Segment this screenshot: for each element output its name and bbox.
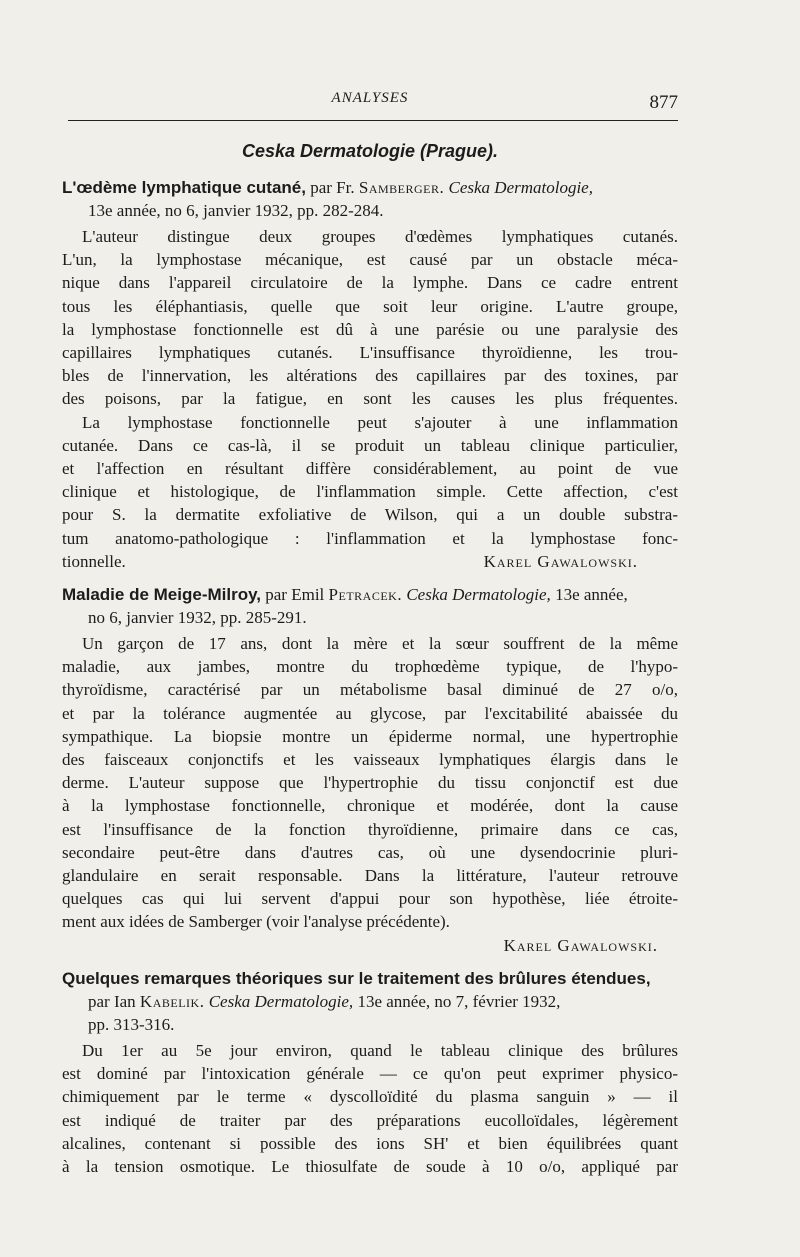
text-line: Du 1er au 5e jour environ, quand le tableau clinique des brûlures bbox=[82, 1040, 678, 1060]
text-line: bles de l'innervation, les altérations des capillaires par des toxines, par bbox=[62, 366, 678, 386]
text-line: secondaire peut-être dans d'autres cas, où une dysendocrinie pluri- bbox=[62, 842, 678, 862]
article-1-citation: 13e année, no 6, janvier 1932, pp. 282-284. bbox=[88, 201, 384, 220]
article-3-byline bbox=[62, 990, 678, 1013]
text-line: et l'affection en résultant diffère considérablement, au point de vue bbox=[62, 459, 678, 479]
article-2-signature: Karel Gawalowski. bbox=[503, 935, 658, 955]
article-2-header bbox=[62, 583, 678, 629]
article-2-journal: Ceska Dermatologie, bbox=[406, 585, 551, 605]
text-line: alcalines, contenant si possible des ions SH' et bien équilibrées quant bbox=[62, 1133, 678, 1153]
text-line: quelques cas qui lui servent d'appui pour son hypothèse, liée étroite- bbox=[62, 889, 678, 909]
text-line: chimiquement par le terme « dyscolloïdité du plasma sanguin » — il bbox=[62, 1087, 678, 1107]
article-3-journal: Ceska Dermatologie, bbox=[208, 991, 354, 1011]
text-line: glandulaire en serait responsable. Dans la littérature, l'auteur retrouve bbox=[62, 866, 678, 886]
article-1-title: L'œdème lymphatique cutané, bbox=[62, 178, 306, 197]
text-line: et par la tolérance augmentée au glycose, par l'excitabilité abaissée du bbox=[62, 703, 678, 723]
text-line: la lymphostase fonctionnelle est dû à une parésie ou une paralysie des bbox=[62, 319, 678, 339]
text-line: est l'insuffisance de la fonction thyroïdienne, primaire dans ce cas, bbox=[62, 819, 678, 839]
article-1-header bbox=[62, 176, 678, 222]
text-line: des poisons, par la fatigue, en sont les causes les plus fréquentes. bbox=[62, 389, 678, 409]
text-line: derme. L'auteur suppose que l'hypertrophie du tissu conjonctif est due bbox=[62, 773, 678, 793]
text-line: tous les éléphantiasis, quelle que soit leur origine. L'autre groupe, bbox=[62, 296, 678, 316]
article-3 bbox=[62, 967, 678, 1178]
text-line: des faisceaux conjonctifs et les vaisseaux lymphatiques élargis dans le bbox=[62, 750, 678, 770]
page-number: 877 bbox=[649, 92, 678, 113]
article-3-body bbox=[62, 1039, 678, 1178]
article-2 bbox=[62, 583, 678, 957]
header-rule bbox=[68, 120, 678, 121]
article-1-body bbox=[62, 225, 678, 573]
text-line: pour S. la dermatite exfoliative de Wilson, qui a un double substra- bbox=[62, 505, 678, 525]
article-1-author: Samberger. bbox=[358, 178, 445, 197]
text-line: La lymphostase fonctionnelle peut s'ajouter à une inflammation bbox=[82, 412, 678, 432]
text-line: L'un, la lymphostase mécanique, est causé par un obstacle méca- bbox=[62, 250, 678, 270]
running-title: ANALYSES bbox=[331, 90, 409, 106]
page bbox=[62, 88, 678, 1188]
text-line: L'auteur distingue deux groupes d'œdèmes lymphatiques cutanés. bbox=[82, 227, 678, 246]
article-3-author: Kabelik. bbox=[139, 991, 205, 1011]
text-line: maladie, aux jambes, montre du trophœdème typique, de l'hypo- bbox=[62, 657, 678, 677]
text-line: à la tension osmotique. Le thiosulfate de soude à 10 o/o, appliqué par bbox=[62, 1156, 678, 1176]
text-line: nique dans l'appareil circulatoire de la lymphe. Dans ce cadre entrent bbox=[62, 273, 678, 293]
text-line: clinique et histologique, de l'inflammation simple. Cette affection, c'est bbox=[62, 482, 678, 502]
text-line: ment aux idées de Samberger (voir l'analyse précédente). bbox=[62, 912, 450, 932]
section-title: Ceska Dermatologie (Prague). bbox=[241, 141, 499, 161]
article-1-last-line bbox=[62, 550, 678, 573]
article-3-header bbox=[62, 967, 678, 1036]
article-3-by: par Ian bbox=[88, 991, 136, 1011]
article-2-citation: 13e année, bbox=[555, 585, 628, 605]
text-line: Un garçon de 17 ans, dont la mère et la sœur souffrent de la même bbox=[82, 634, 678, 654]
article-2-author: Petracek. bbox=[328, 585, 403, 605]
text-line: cutanée. Dans ce cas-là, il se produit un tableau clinique particulier, bbox=[62, 435, 678, 455]
article-1-signature: Karel Gawalowski. bbox=[483, 551, 638, 571]
article-3-citation-cont: pp. 313-316. bbox=[88, 1014, 175, 1034]
text-line: est indiqué de traiter par des préparations eucolloïdales, légèrement bbox=[62, 1110, 678, 1130]
article-1 bbox=[62, 176, 678, 573]
text-line: est dominé par l'intoxication générale — ce qu'on peut exprimer physico- bbox=[62, 1064, 678, 1084]
article-1-by: par Fr. bbox=[310, 178, 355, 197]
article-2-citation-cont: no 6, janvier 1932, pp. 285-291. bbox=[88, 608, 307, 628]
text-line: sympathique. La biopsie montre un épiderme normal, une hypertrophie bbox=[62, 726, 678, 746]
article-2-title: Maladie de Meige-Milroy, bbox=[62, 585, 262, 605]
text-line: capillaires lymphatiques cutanés. L'insuffisance thyroïdienne, les trou- bbox=[62, 343, 678, 363]
running-head bbox=[62, 88, 678, 118]
article-2-body bbox=[62, 632, 678, 957]
article-1-journal: Ceska Dermatologie, bbox=[448, 178, 593, 197]
text-line: tionnelle. bbox=[62, 551, 126, 571]
text-line: à la lymphostase fonctionnelle, chronique et modérée, dont la cause bbox=[62, 796, 678, 816]
article-2-signature-row bbox=[62, 934, 678, 957]
text-line: thyroïdisme, caractérisé par un métabolisme basal diminué de 27 o/o, bbox=[62, 680, 678, 700]
article-3-title: Quelques remarques théoriques sur le traitement des brûlures étendues, bbox=[62, 968, 651, 988]
article-2-by: par Emil bbox=[265, 585, 325, 605]
text-line: tum anatomo-pathologique : l'inflammation et la lymphostase fonc- bbox=[62, 528, 678, 548]
article-3-citation: 13e année, no 7, février 1932, bbox=[357, 991, 561, 1011]
